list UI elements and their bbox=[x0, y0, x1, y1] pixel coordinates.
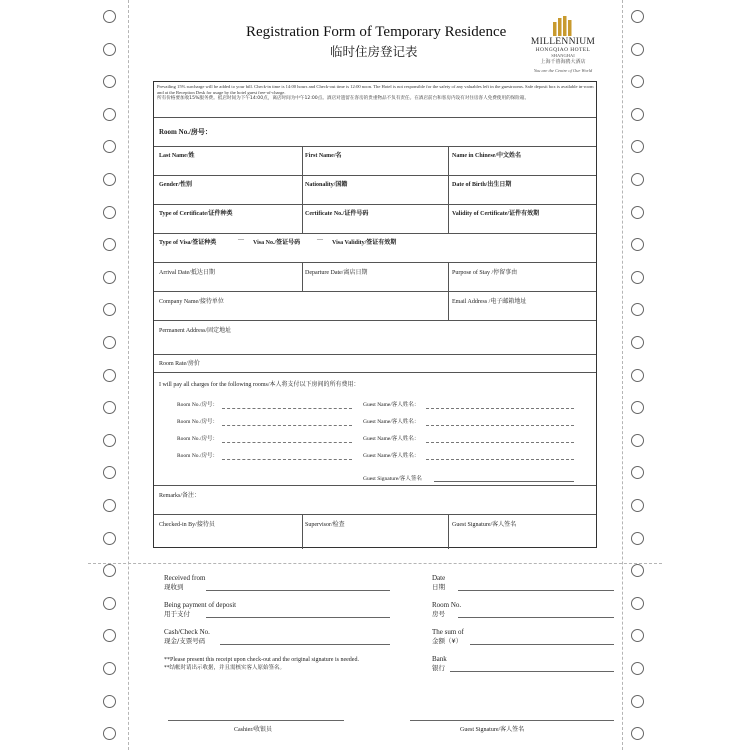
feed-hole bbox=[103, 695, 116, 708]
room-no-line[interactable] bbox=[222, 442, 352, 443]
cert-type-field[interactable]: Type of Certificate/证件种类 bbox=[159, 211, 233, 217]
feed-hole bbox=[631, 271, 644, 284]
guest-receipt-signature-label: Guest Signature/客人签名 bbox=[460, 727, 525, 733]
receipt-room-no-line[interactable] bbox=[458, 617, 614, 618]
feed-hole bbox=[631, 499, 644, 512]
email-field[interactable]: Email Address /电子邮箱地址 bbox=[452, 299, 527, 305]
room-no-line[interactable] bbox=[222, 408, 352, 409]
sum-label: The sum of 金额（¥） bbox=[432, 628, 464, 645]
dob-field[interactable]: Date of Birth/出生日期 bbox=[452, 182, 512, 188]
room-no-line-label: Room No./房号： bbox=[177, 436, 218, 442]
feed-hole bbox=[103, 369, 116, 382]
visa-separator: — bbox=[317, 237, 323, 243]
date-line[interactable] bbox=[458, 590, 614, 591]
cashier-label: Cashier/收银员 bbox=[234, 727, 272, 733]
departure-date-field[interactable]: Departure Date/离店日期 bbox=[305, 270, 368, 276]
feed-hole bbox=[103, 336, 116, 349]
received-from-label: Received from 现收到 bbox=[164, 574, 206, 591]
feed-hole bbox=[103, 434, 116, 447]
notice-english: Prevailing 15% surcharge will be added to your bill. Check-in time is 14:00 hours and Check-out time is 12:00 noon. The Hotel is not responsible for the safety of any valuables left in the guestrooms. Safe deposit box is available in-room and at the Reception Desk for usage by the hotel guest free-of-charge. bbox=[157, 84, 594, 96]
hotel-notice bbox=[157, 84, 594, 103]
first-name-field[interactable]: First Name/名 bbox=[305, 153, 342, 159]
millennium-tower-icon bbox=[552, 16, 574, 36]
visa-no-field[interactable]: Visa No./签证号码 bbox=[253, 240, 301, 246]
remarks-field[interactable]: Remarks/备注： bbox=[159, 493, 200, 499]
feed-hole bbox=[103, 108, 116, 121]
room-no-line-label: Room No./房号： bbox=[177, 419, 218, 425]
logo-brand: MILLENNIUM bbox=[530, 37, 596, 47]
date-label: Date 日期 bbox=[432, 574, 446, 591]
guest-signature-line[interactable] bbox=[434, 481, 574, 482]
cashier-signature-line[interactable] bbox=[168, 720, 344, 721]
feed-hole bbox=[103, 206, 116, 219]
checked-in-by-field[interactable]: Checked-in By/接待员 bbox=[159, 522, 215, 528]
feed-hole bbox=[631, 434, 644, 447]
registration-form bbox=[153, 81, 597, 548]
feed-hole bbox=[103, 43, 116, 56]
feed-hole bbox=[631, 336, 644, 349]
guest-name-line-label: Guest Name/客人姓名： bbox=[363, 402, 420, 408]
cert-no-field[interactable]: Certificate No./证件号码 bbox=[305, 211, 369, 217]
cash-check-label: Cash/Check No. 现金/支票号码 bbox=[164, 628, 210, 645]
guest-name-line-label: Guest Name/客人姓名： bbox=[363, 436, 420, 442]
logo-slogan: You are the Centre of Our World bbox=[533, 68, 593, 73]
deposit-line[interactable] bbox=[206, 617, 390, 618]
guest-name-line[interactable] bbox=[426, 425, 574, 426]
deposit-label: Being payment of deposit 用于支付 bbox=[164, 601, 237, 618]
feed-hole bbox=[103, 499, 116, 512]
feed-hole bbox=[631, 108, 644, 121]
guest-name-line-label: Guest Name/客人姓名： bbox=[363, 419, 420, 425]
cert-validity-field[interactable]: Validity of Certificate/证件有效期 bbox=[452, 211, 540, 217]
feed-hole bbox=[103, 173, 116, 186]
hotel-logo bbox=[528, 16, 598, 73]
logo-city: SHANGHAI bbox=[551, 53, 575, 58]
feed-hole bbox=[631, 532, 644, 545]
room-no-label: Room No./房号： bbox=[159, 128, 212, 136]
visa-type-field[interactable]: Type of Visa/签证种类 bbox=[159, 240, 217, 246]
feed-hole bbox=[631, 10, 644, 23]
feed-hole bbox=[631, 43, 644, 56]
bank-line[interactable] bbox=[450, 671, 614, 672]
guest-name-line[interactable] bbox=[426, 459, 574, 460]
feed-hole bbox=[631, 695, 644, 708]
room-rate-field[interactable]: Room Rate/房价 bbox=[159, 361, 200, 367]
notice-chinese: 所有价格要加收15%服务费。抵店时间为下午14:00点，离店时间为中午12:00点。酒店对遗留在客房的贵重物品不负有责任。在酒店前台和客房内设有对住房客人免费使用的保险箱。 bbox=[157, 96, 530, 102]
company-field[interactable]: Company Name/接待单位 bbox=[159, 299, 224, 305]
cash-check-line[interactable] bbox=[220, 644, 390, 645]
guest-signature-field[interactable]: Guest Signature/客人签名 bbox=[452, 522, 517, 528]
nationality-field[interactable]: Nationality/国籍 bbox=[305, 182, 348, 188]
pay-all-statement: I will pay all charges for the following rooms/本人将支付以下房间的所有费用： bbox=[159, 382, 360, 388]
visa-separator: — bbox=[238, 237, 244, 243]
feed-hole bbox=[631, 206, 644, 219]
feed-hole bbox=[103, 271, 116, 284]
feed-hole bbox=[103, 597, 116, 610]
bank-label: Bank 银行 bbox=[432, 655, 447, 672]
visa-validity-field[interactable]: Visa Validity/签证有效期 bbox=[332, 240, 397, 246]
address-field[interactable]: Permanent Address/固定地址 bbox=[159, 328, 232, 334]
feed-hole bbox=[103, 10, 116, 23]
feed-hole bbox=[103, 662, 116, 675]
guest-name-line-label: Guest Name/客人姓名： bbox=[363, 453, 420, 459]
logo-chinese-name: 上海千禧海鸥大酒店 bbox=[540, 59, 586, 65]
feed-hole bbox=[631, 369, 644, 382]
receipt-note: **Please present this receipt upon check-out and the original signature is needed. **结帐时请出示收据，并且需核实客人原始签名。 bbox=[164, 657, 359, 671]
feed-hole bbox=[103, 532, 116, 545]
receipt-room-no-label: Room No. 房号 bbox=[432, 601, 462, 618]
arrival-date-field[interactable]: Arrival Date/抵达日期 bbox=[159, 270, 215, 276]
last-name-field[interactable]: Last Name/姓 bbox=[159, 153, 195, 159]
feed-hole bbox=[631, 173, 644, 186]
sum-line[interactable] bbox=[470, 644, 614, 645]
guest-name-line[interactable] bbox=[426, 442, 574, 443]
guest-receipt-signature-line[interactable] bbox=[410, 720, 614, 721]
room-no-line-label: Room No./房号： bbox=[177, 402, 218, 408]
purpose-field[interactable]: Purpose of Stay /停留事由 bbox=[452, 270, 518, 276]
tear-line bbox=[88, 563, 662, 564]
room-no-line[interactable] bbox=[222, 459, 352, 460]
logo-location: HONGQIAO HOTEL bbox=[535, 47, 591, 53]
room-no-line[interactable] bbox=[222, 425, 352, 426]
gender-field[interactable]: Gender/性别 bbox=[159, 182, 192, 188]
form-title-en: Registration Form of Temporary Residence bbox=[246, 24, 507, 40]
chinese-name-field[interactable]: Name in Chinese/中文姓名 bbox=[452, 153, 522, 159]
feed-hole bbox=[631, 597, 644, 610]
room-no-line-label: Room No./房号： bbox=[177, 453, 218, 459]
form-title-zh: 临时住房登记表 bbox=[330, 44, 418, 59]
guest-signature-label: Guest Signature/客人签名 bbox=[363, 476, 422, 482]
received-from-line[interactable] bbox=[206, 590, 390, 591]
supervisor-field[interactable]: Supervisor/检查 bbox=[305, 522, 345, 528]
guest-name-line[interactable] bbox=[426, 408, 574, 409]
feed-hole bbox=[631, 662, 644, 675]
